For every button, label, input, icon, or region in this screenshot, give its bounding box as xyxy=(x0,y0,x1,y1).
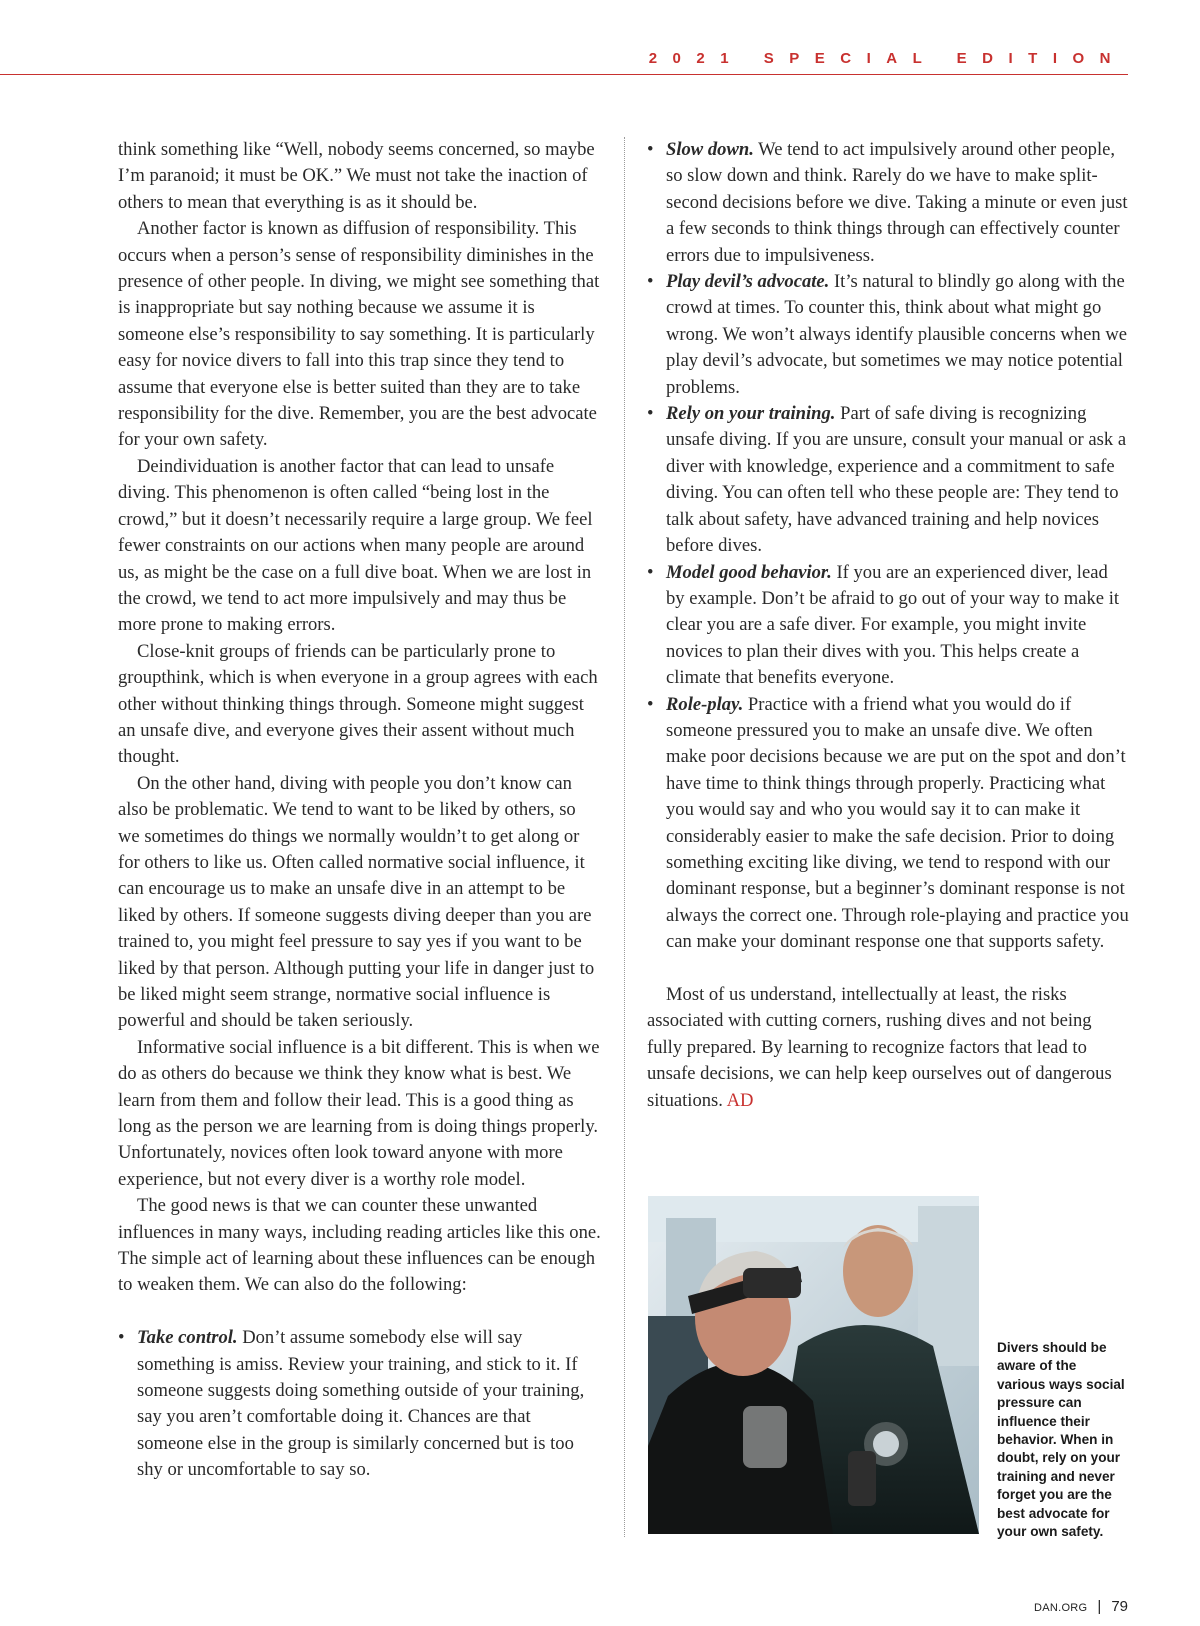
bullet-title: Role-play. xyxy=(666,693,744,715)
bullet-text: If you are an experienced diver, lead by example. Don’t be afraid to go out of your way to make it clear you are a safe diver. For example, you might invite novices to plan their dives with you. This helps create a climate that benefits everyone. xyxy=(666,561,1120,689)
bullet-text: Part of safe diving is recognizing unsafe diving. If you are unsure, consult your manual or ask a diver with knowledge, experience and a commitment to safe diving. You can often tell who these people are: They tend to talk about safety, have advanced training and help novices before dives. xyxy=(666,403,1127,557)
paragraph: Informative social influence is a bit different. This is when we do as others do because we think they know what is best. We learn from them and follow their lead. This is a good thing as long as the person we are learning from is doing things properly. Unfortunately, novices often look toward anyone with more experience, but not every diver is a worthy role model. xyxy=(118,1036,600,1190)
paragraph: think something like “Well, nobody seems concerned, so maybe I’m paranoid; it must be OK.” We must not take the inaction of others to mean that everything is as it should be. xyxy=(118,139,595,213)
paragraph: Another factor is known as diffusion of responsibility. This occurs when a person’s sense of responsibility diminishes in the presence of other people. In diving, we might see something that is inappropriate but say nothing because we assume it is someone else’s responsibility to say something. It is particularly easy for novice divers to fall into this trap since they tend to assume that everyone else is better suited than they are to take responsibility for the dive. Remember, you are the best advocate for your own safety. xyxy=(118,218,600,451)
bullet-take-control xyxy=(118,1325,601,1483)
bullet-title: Play devil’s advocate. xyxy=(666,271,830,293)
bullet-role-play xyxy=(647,692,1130,956)
closing-paragraph xyxy=(647,982,1130,1114)
paragraph: The good news is that we can counter these unwanted influences in many ways, including reading articles like this one. The simple act of learning about these influences can be enough to weaken them. We can also do the following: xyxy=(118,1195,601,1296)
bullet-title: Model good behavior. xyxy=(666,561,832,583)
paragraph-spacer xyxy=(647,956,1130,982)
left-column xyxy=(118,137,601,1484)
paragraph: On the other hand, diving with people you don’t know can also be problematic. We tend to want to be liked by others, so we sometimes do things we normally wouldn’t to get along or for others to like us. Often called normative social influence, it can encourage us to make an unsafe dive in an attempt to be liked by others. If someone suggests diving deeper than you are trained to, you might feel pressure to say yes if you want to be liked by that person. Although putting your life in danger just to be liked might seem strange, normative social influence is powerful and should be taken seriously. xyxy=(118,772,595,1032)
footer-separator: | xyxy=(1097,1598,1102,1615)
bullet-title: Take control. xyxy=(137,1327,238,1349)
end-signature: AD xyxy=(726,1089,754,1111)
divers-photo xyxy=(648,1196,979,1534)
closing-text: Most of us understand, intellectually at least, the risks associated with cutting corners, rushing dives and not being fully prepared. By learning to recognize factors that lead to unsafe decisions, we can help keep ourselves out of dangerous situations. xyxy=(647,983,1112,1111)
edition-label: 2021 SPECIAL EDITION xyxy=(648,50,1126,67)
bullet-slow-down xyxy=(647,137,1130,269)
bullet-text: Practice with a friend what you would do if someone pressured you to make an unsafe dive. We often make poor decisions because we are put on the spot and don’t have time to think things through properly. Practicing what you would say and who you would say it to can make it considerably easier to make the safe decision. Prior to doing something exciting like diving, we tend to respond with our dominant response, but a beginner’s dominant response is not always the correct one. Through role-playing and practice you can make your dominant response one that supports safety. xyxy=(666,693,1129,953)
bullet-rely-on-training xyxy=(647,401,1130,559)
paragraph: Close-knit groups of friends can be particularly prone to groupthink, which is when everyone in a group agrees with each other without thinking things through. Someone might suggest an unsafe dive, and everyone gives their assent without much thought. xyxy=(118,640,598,768)
bullet-title: Slow down. xyxy=(666,139,754,160)
page-footer xyxy=(1034,1598,1128,1616)
bullet-text: Don’t assume somebody else will say something is amiss. Review your training, and stick to it. If someone suggests doing something outside of your training, say you aren’t comfortable doing it. Chances are that someone else in the group is similarly concerned but is too shy or uncomfortable to say so. xyxy=(137,1327,585,1481)
header-rule xyxy=(0,74,1128,75)
bullet-title: Rely on your training. xyxy=(666,403,836,425)
bullet-text: We tend to act impulsively around other people, so slow down and think. Rarely do we have to make split-second decisions before we dive. Taking a minute or even just a few seconds to think things through can effectively counter errors due to impulsiveness. xyxy=(666,139,1128,266)
photo-caption: Divers should be aware of the various ways social pressure can influence their behavior. When in doubt, rely on your training and never forget you are the best advocate for your own safety. xyxy=(997,1340,1125,1540)
right-column xyxy=(647,137,1130,1114)
footer-site: DAN.ORG xyxy=(1033,1602,1088,1614)
bullet-model-good-behavior xyxy=(647,560,1130,692)
paragraph-spacer xyxy=(118,1299,601,1325)
column-divider xyxy=(624,137,625,1537)
page-number: 79 xyxy=(1111,1598,1128,1615)
bullet-devils-advocate xyxy=(647,269,1130,401)
bullet-text: It’s natural to blindly go along with the crowd at times. To counter this, think about what might go wrong. We won’t always identify plausible concerns when we play devil’s advocate, but sometimes we may notice potential problems. xyxy=(666,271,1127,398)
paragraph: Deindividuation is another factor that can lead to unsafe diving. This phenomenon is often called “being lost in the crowd,” but it doesn’t necessarily require a large group. We feel fewer constraints on our actions when many people are around us, as might be the case on a full dive boat. When we are lost in the crowd, we tend to act more impulsively and may thus be more prone to making errors. xyxy=(118,455,593,636)
